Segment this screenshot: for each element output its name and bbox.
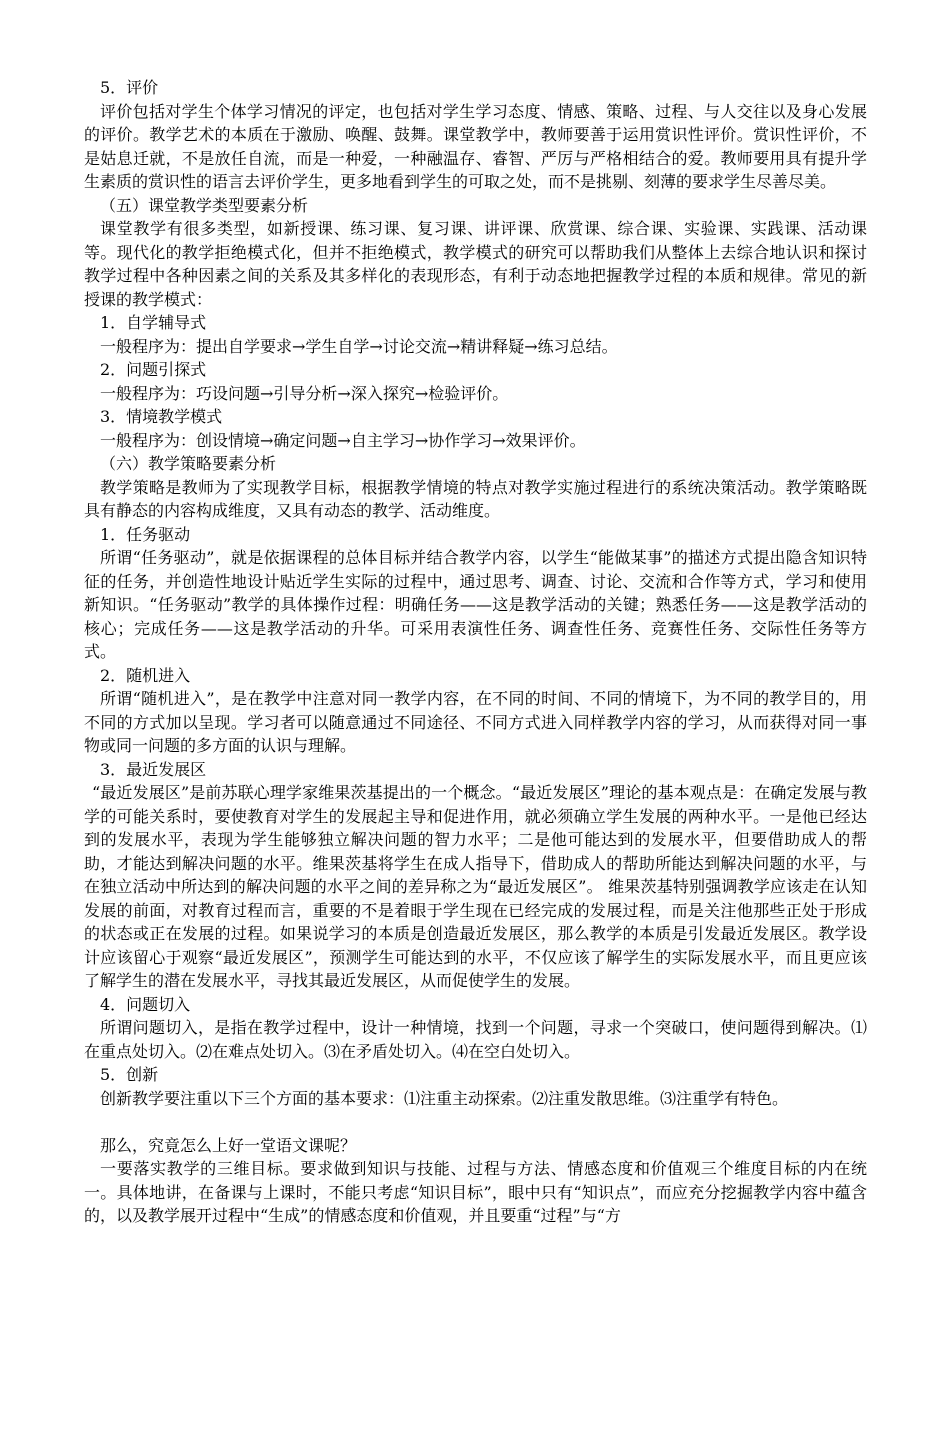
section-title-teaching-strategies: （六）教学策略要素分析 — [100, 454, 277, 473]
heading-task-driven: 1．任务驱动 — [100, 524, 191, 544]
paragraph-three-dimensional-goals: 一要落实教学的三维目标。要求做到知识与技能、过程与方法、情感态度和价值观三个维度目标的内在统一。具体地讲，在备课与上课时，不能只考虑“知识目标”，眼中只有“知识点”，而应充分挖掘教学内容中蕴含的，以及教学展开过程中“生成”的情感态度和价值观，并且要重“过程”与“方 — [84, 1159, 867, 1225]
heading-zpd: 3．最近发展区 — [100, 759, 207, 779]
paragraph-zpd: “最近发展区”是前苏联心理学家维果茨基提出的一个概念。“最近发展区”理论的基本观点是：在确定发展与教学的可能关系时，要使教育对学生的发展起主导和促进作用，就必须确立学生发展的两种水平。一是他已经达到的发展水平，表现为学生能够独立解决问题的智力水平；二是他可能达到的发展水平，但要借助成人的帮助，才能达到解决问题的水平。维果茨基将学生在成人指导下，借助成人的帮助所能达到解决问题的水平，与在独立活动中所达到的解决问题的水平之间的差异称之为“最近发展区”。 维果茨基特别强调教学应该走在认知发展的前面，对教育过程而言，重要的不是着眼于学生现在已经完成的发展过程，而是关注他那些正处于形成的状态或正在发展的过程。如果说学习的本质是创造最近发展区，那么教学的本质是引发最近发展区。教学设计应该留心于观察“最近发展区”，预测学生可能达到的水平，不仅应该了解学生的实际发展水平，而且更应该了解学生的潜在发展水平，寻找其最近发展区，从而促使学生的发展。 — [84, 783, 867, 990]
heading-problem-entry: 4．问题切入 — [100, 994, 191, 1014]
blank-line — [84, 1110, 867, 1134]
paragraph-question: 那么，究竟怎么上好一堂语文课呢？ — [100, 1135, 357, 1155]
heading-situational-teaching: 3．情境教学模式 — [100, 407, 223, 426]
paragraph-random-access: 所谓“随机进入”，是在教学中注意对同一教学内容，在不同的时间、不同的情境下，为不同的教学目的，用不同的方式加以呈现。学习者可以随意通过不同途径、不同方式进入同样教学内容的学习，从而获得对同一事物或同一问题的多方面的认识与理解。 — [84, 689, 867, 755]
paragraph-evaluation: 评价包括对学生个体学习情况的评定，也包括对学生学习态度、情感、策略、过程、与人交往以及身心发展的评价。教学艺术的本质在于激励、唤醒、鼓舞。课堂教学中，教师要善于运用赏识性评价。赏识性评价，不是姑息迁就，不是放任自流，而是一种爱，一种融温存、睿智、严厉与严格相结合的爱。教师要用具有提升学生素质的赏识性的语言去评价学生，更多地看到学生的可取之处，而不是挑剔、刻薄的要求学生尽善尽美。 — [84, 101, 867, 191]
heading-evaluation: 5．评价 — [100, 78, 159, 97]
document-page — [84, 76, 867, 1228]
heading-random-access: 2．随机进入 — [100, 665, 191, 685]
paragraph-teaching-strategies: 教学策略是教师为了实现教学目标，根据教学情境的特点对教学实施过程进行的系统决策活动。教学策略既具有静态的内容构成维度，又具有动态的教学、活动维度。 — [84, 477, 867, 520]
heading-self-study: 1．自学辅导式 — [100, 313, 207, 332]
paragraph-self-study: 一般程序为：提出自学要求→学生自学→讨论交流→精讲释疑→练习总结。 — [100, 336, 618, 356]
paragraph-problem-entry: 所谓问题切入，是指在教学过程中，设计一种情境，找到一个问题，寻求一个突破口，使问题得到解决。⑴在重点处切入。⑵在难点处切入。⑶在矛盾处切入。⑷在空白处切入。 — [84, 1018, 867, 1061]
paragraph-situational-teaching: 一般程序为：创设情境→确定问题→自主学习→协作学习→效果评价。 — [100, 430, 586, 450]
paragraph-task-driven: 所谓“任务驱动”，就是依据课程的总体目标并结合教学内容，以学生“能做某事”的描述方式提出隐含知识特征的任务，并创造性地设计贴近学生实际的过程中，通过思考、调查、讨论、交流和合作等方式，学习和使用新知识。“任务驱动”教学的具体操作过程：明确任务——这是教学活动的关键；熟悉任务——这是教学活动的核心；完成任务——这是教学活动的升华。可采用表演性任务、调查性任务、竞赛性任务、交际性任务等方式。 — [84, 548, 867, 661]
section-title-lesson-types: （五）课堂教学类型要素分析 — [100, 195, 309, 215]
heading-innovation: 5．创新 — [100, 1065, 159, 1084]
paragraph-lesson-types: 课堂教学有很多类型，如新授课、练习课、复习课、讲评课、欣赏课、综合课、实验课、实践课、活动课等。现代化的教学拒绝模式化，但并不拒绝模式，教学模式的研究可以帮助我们从整体上去综合地认识和探讨教学过程中各种因素之间的关系及其多样化的表现形态，有利于动态地把握教学过程的本质和规律。常见的新授课的教学模式： — [84, 219, 867, 309]
paragraph-problem-inquiry: 一般程序为：巧设问题→引导分析→深入探究→检验评价。 — [100, 383, 509, 403]
heading-problem-inquiry: 2．问题引探式 — [100, 360, 207, 379]
paragraph-innovation: 创新教学要注重以下三个方面的基本要求：⑴注重主动探索。⑵注重发散思维。⑶注重学有特色。 — [100, 1088, 789, 1108]
